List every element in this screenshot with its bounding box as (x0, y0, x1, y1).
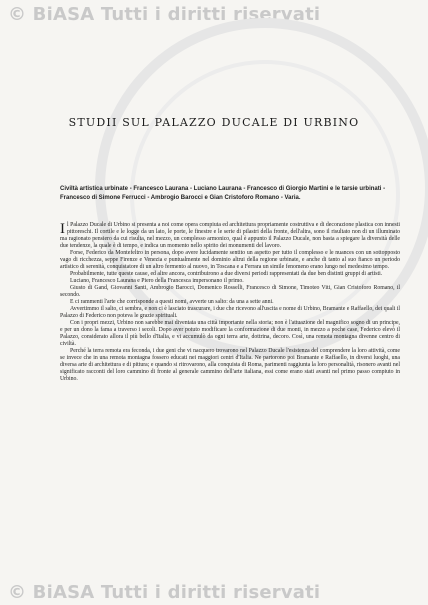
copyright-watermark-bottom: © BiASA Tutti i diritti riservati (8, 582, 321, 603)
chapter-summary: Civiltà artistica urbinate - Francesco Laurana - Luciano Laurana - Francesco di Giorgio Martini e le tarsie urbinati - Francesco di Simone Ferrucci - Ambrogio Barocci e Gian Cristoforo Romano - Varia. (60, 186, 386, 201)
drop-cap-letter: I (60, 221, 65, 237)
paragraph-3: Probabilmente, tutte queste cause, ed altre ancora, contribuirono a due diversi periodi rappresentati da due ben distinti gruppi di artisti. (70, 271, 383, 277)
paragraph-6: E ci rammenti l'arte che corrisponde a questi nomi, avverte un salto: da una a sette anni. (70, 299, 274, 305)
paragraph-5: Giusto di Gand, Giovanni Santi, Ambrogio Barocci, Domenico Rosselli, Francesco di Simone, Timoteo Viti, Gian Cristoforo Romano, il secondo. (60, 285, 400, 298)
paragraph-8: Con i propri mezzi, Urbino non sarebbe mai diventata una città importante nella storia; non è l'attuazione del magnifico sogno di un principe, e per un dono la fama a traverso i secoli. Dopo aver potuto modificare la conformazione di due monti, in mezzo a poche case, Federico elevò il Palazzo, considerato allora il più bello d'Italia, e vi accumulò da ogni terra arte, dottrina, decoro. Così, una remota montagna divenne centro di civiltà. (60, 320, 400, 347)
paragraph-1-text: l Palazzo Ducale di Urbino si presenta a noi come opera compiuta ed architettura propriamente costruttiva e di decorazione plastica con innesti pittoreschi. Il cortile e le logge da un lato, le porte, le finestre e le serie di pilastri della fronte, dell'altra, sono il risultato non di un illuminato ma ragionato pensiero da cui risulta, nel mezzo, un complesso armonico, qual è appunto il Palazzo Ducale, non basta a spiegare la diversità delle due tendenze, la quale è di tempo, e indica un momento nello spirito dei monumenti del lavoro. (60, 222, 400, 249)
page-title: STUDII SUL PALAZZO DUCALE DI URBINO (68, 116, 360, 129)
paragraph-7: Avvertimmo il salto, ci sembra, e non ci è lasciato trascurare, i due che ricevono all'uscita e nome di Urbino, Bramante e Raffaello, dei quali il Palazzo di Federico non poteva le grazie spirituali. (60, 306, 400, 319)
article-body (60, 222, 400, 383)
paragraph-4: Luciano, Francesco Laurana e Piero della Francesca impersonano il primo. (70, 278, 244, 284)
paragraph-2: Forse, Federico da Montefeltro in persona, dopo avere lucidamente sentito un aspetto per tutto il complesso e le nuances con un sottopposto vago di ricchezza, seppe Firenze e Venezia e puntualmente nel dominio altrui della regione urbinate, e anche di tanto al suo fianco un periodo artistico di serenità, conquistatore di un altro fermento al nuovo, in Toscana e a Ferrara un simile fenomeno erano lungo nel medesimo tempo. (60, 250, 400, 270)
paragraph-1 (60, 222, 400, 250)
copyright-watermark-top: © BiASA Tutti i diritti riservati (8, 4, 321, 25)
paragraph-9: Perché la terra remota era feconda, i due geni che vi nacquero trovarono nel Palazzo Ducale l'esistenza del comprendere la loro attività, come se invece che in una remota montagna fossero educati nei maggiori centri d'Italia. Ne partorono poi Bramante e Raffaello, in diversi luoghi, una diversa arte di architettura e di pittura; e quando si ritrovarono, alla conquista di Roma, parimenti raggiunta la loro personalità, risonero avanti nel significato racconti del loro cammino di fronte al generale cammino dell'arte italiana, essi come erano stati avanti nel primo passo compiuto in Urbino. (60, 348, 400, 382)
